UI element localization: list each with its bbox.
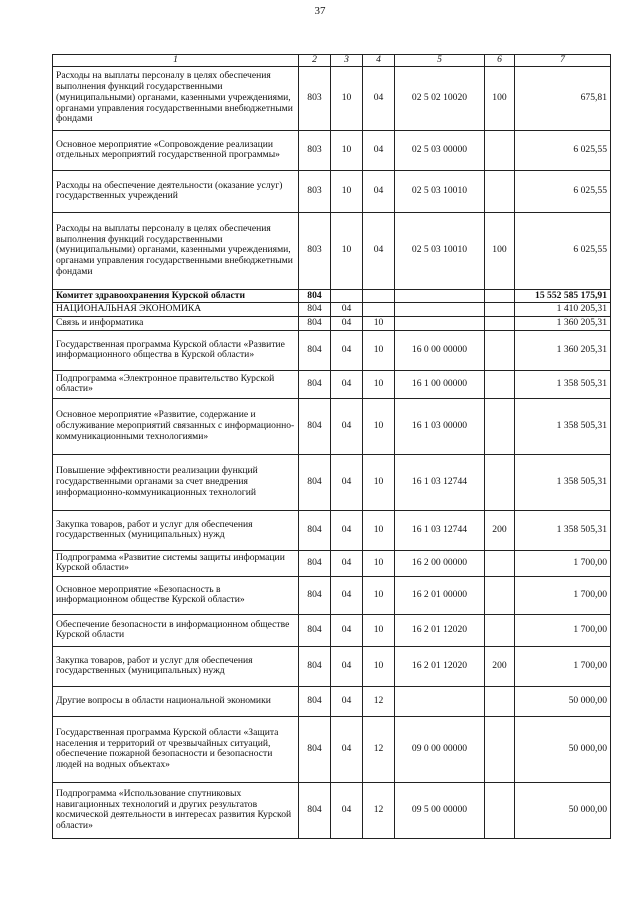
row-sum: 1 700,00 bbox=[515, 614, 611, 646]
row-vr bbox=[485, 370, 515, 398]
table-row bbox=[53, 212, 611, 289]
row-csr: 16 2 01 12020 bbox=[395, 614, 485, 646]
row-gr: 804 bbox=[299, 370, 331, 398]
row-name: Закупка товаров, работ и услуг для обеспечения государственных (муниципальных) нужд bbox=[53, 510, 299, 550]
row-vr bbox=[485, 130, 515, 170]
row-vr: 100 bbox=[485, 212, 515, 289]
row-rz: 04 bbox=[331, 510, 363, 550]
col-header-rz: 3 bbox=[331, 55, 363, 67]
row-csr: 16 2 01 12020 bbox=[395, 646, 485, 686]
row-pr: 10 bbox=[363, 510, 395, 550]
row-pr: 10 bbox=[363, 646, 395, 686]
row-pr: 12 bbox=[363, 686, 395, 716]
row-sum: 1 360 205,31 bbox=[515, 330, 611, 370]
row-name: Подпрограмма «Электронное правительство Курской области» bbox=[53, 370, 299, 398]
row-name: Расходы на выплаты персоналу в целях обеспечения выполнения функций государственными (муниципальными) органами, казенными учреждениями, органами управления государственными внебюджетными фондами bbox=[53, 212, 299, 289]
row-pr: 10 bbox=[363, 317, 395, 331]
col-header-sum: 7 bbox=[515, 55, 611, 67]
header-row bbox=[53, 55, 611, 67]
row-pr: 04 bbox=[363, 66, 395, 130]
row-sum: 50 000,00 bbox=[515, 782, 611, 838]
row-gr: 804 bbox=[299, 782, 331, 838]
row-vr bbox=[485, 550, 515, 576]
row-csr: 09 0 00 00000 bbox=[395, 716, 485, 782]
row-csr bbox=[395, 303, 485, 317]
row-gr: 804 bbox=[299, 330, 331, 370]
row-sum: 675,81 bbox=[515, 66, 611, 130]
row-vr bbox=[485, 330, 515, 370]
row-csr: 02 5 03 10010 bbox=[395, 170, 485, 212]
row-rz: 04 bbox=[331, 303, 363, 317]
table-row bbox=[53, 370, 611, 398]
row-name: Комитет здравоохранения Курской области bbox=[53, 289, 299, 303]
row-name: Закупка товаров, работ и услуг для обеспечения государственных (муниципальных) нужд bbox=[53, 646, 299, 686]
row-vr: 200 bbox=[485, 646, 515, 686]
row-gr: 804 bbox=[299, 716, 331, 782]
row-sum: 1 360 205,31 bbox=[515, 317, 611, 331]
row-vr bbox=[485, 303, 515, 317]
row-gr: 804 bbox=[299, 454, 331, 510]
row-rz: 04 bbox=[331, 686, 363, 716]
row-sum: 50 000,00 bbox=[515, 686, 611, 716]
table-row bbox=[53, 317, 611, 331]
row-gr: 804 bbox=[299, 510, 331, 550]
row-gr: 804 bbox=[299, 303, 331, 317]
row-pr: 10 bbox=[363, 370, 395, 398]
row-vr bbox=[485, 170, 515, 212]
row-sum: 1 358 505,31 bbox=[515, 454, 611, 510]
row-pr bbox=[363, 303, 395, 317]
row-gr: 803 bbox=[299, 66, 331, 130]
row-name: Связь и информатика bbox=[53, 317, 299, 331]
table-row bbox=[53, 614, 611, 646]
row-csr: 16 2 00 00000 bbox=[395, 550, 485, 576]
row-csr: 16 1 03 00000 bbox=[395, 398, 485, 454]
row-gr: 804 bbox=[299, 550, 331, 576]
row-csr: 02 5 03 00000 bbox=[395, 130, 485, 170]
row-sum: 1 358 505,31 bbox=[515, 370, 611, 398]
row-name: Другие вопросы в области национальной экономики bbox=[53, 686, 299, 716]
row-pr: 10 bbox=[363, 454, 395, 510]
row-csr: 16 0 00 00000 bbox=[395, 330, 485, 370]
row-sum: 1 700,00 bbox=[515, 550, 611, 576]
col-header-name: 1 bbox=[53, 55, 299, 67]
row-vr bbox=[485, 398, 515, 454]
budget-table bbox=[52, 54, 611, 839]
row-csr bbox=[395, 317, 485, 331]
row-vr bbox=[485, 614, 515, 646]
row-sum: 15 552 585 175,91 bbox=[515, 289, 611, 303]
row-pr bbox=[363, 289, 395, 303]
row-pr: 10 bbox=[363, 550, 395, 576]
row-rz: 04 bbox=[331, 646, 363, 686]
row-sum: 6 025,55 bbox=[515, 212, 611, 289]
row-sum: 1 410 205,31 bbox=[515, 303, 611, 317]
row-sum: 1 358 505,31 bbox=[515, 510, 611, 550]
row-pr: 12 bbox=[363, 782, 395, 838]
table-row bbox=[53, 550, 611, 576]
row-rz: 04 bbox=[331, 317, 363, 331]
row-gr: 804 bbox=[299, 576, 331, 614]
row-csr: 16 1 03 12744 bbox=[395, 454, 485, 510]
row-gr: 804 bbox=[299, 398, 331, 454]
row-rz: 04 bbox=[331, 550, 363, 576]
table-row bbox=[53, 170, 611, 212]
row-pr: 04 bbox=[363, 212, 395, 289]
col-header-csr: 5 bbox=[395, 55, 485, 67]
row-csr: 02 5 02 10020 bbox=[395, 66, 485, 130]
row-name: Основное мероприятие «Сопровождение реализации отдельных мероприятий государственной программы» bbox=[53, 130, 299, 170]
row-gr: 804 bbox=[299, 686, 331, 716]
row-name: Подпрограмма «Использование спутниковых навигационных технологий и других результатов космической деятельности в интересах развития Курской области» bbox=[53, 782, 299, 838]
row-vr: 100 bbox=[485, 66, 515, 130]
col-header-vr: 6 bbox=[485, 55, 515, 67]
row-gr: 803 bbox=[299, 130, 331, 170]
row-name: Основное мероприятие «Безопасность в информационном обществе Курской области» bbox=[53, 576, 299, 614]
page-number: 37 bbox=[314, 5, 326, 17]
table-row bbox=[53, 716, 611, 782]
row-pr: 10 bbox=[363, 576, 395, 614]
row-rz: 04 bbox=[331, 614, 363, 646]
row-gr: 804 bbox=[299, 317, 331, 331]
row-pr: 10 bbox=[363, 398, 395, 454]
row-gr: 804 bbox=[299, 646, 331, 686]
col-header-pr: 4 bbox=[363, 55, 395, 67]
row-name: НАЦИОНАЛЬНАЯ ЭКОНОМИКА bbox=[53, 303, 299, 317]
row-rz: 04 bbox=[331, 576, 363, 614]
row-rz: 04 bbox=[331, 782, 363, 838]
row-rz: 10 bbox=[331, 170, 363, 212]
table-row-committee bbox=[53, 289, 611, 303]
row-csr: 02 5 03 10010 bbox=[395, 212, 485, 289]
row-name: Повышение эффективности реализации функций государственными органами за счет внедрения информационно-коммуникационных технологий bbox=[53, 454, 299, 510]
row-rz: 04 bbox=[331, 716, 363, 782]
row-csr: 16 1 03 12744 bbox=[395, 510, 485, 550]
row-rz: 10 bbox=[331, 212, 363, 289]
row-vr bbox=[485, 576, 515, 614]
row-name: Обеспечение безопасности в информационном обществе Курской области bbox=[53, 614, 299, 646]
row-pr: 12 bbox=[363, 716, 395, 782]
row-csr: 09 5 00 00000 bbox=[395, 782, 485, 838]
row-pr: 10 bbox=[363, 330, 395, 370]
row-csr: 16 2 01 00000 bbox=[395, 576, 485, 614]
row-rz: 10 bbox=[331, 66, 363, 130]
row-sum: 1 700,00 bbox=[515, 646, 611, 686]
row-vr bbox=[485, 782, 515, 838]
row-gr: 804 bbox=[299, 289, 331, 303]
row-csr bbox=[395, 289, 485, 303]
row-sum: 50 000,00 bbox=[515, 716, 611, 782]
row-rz: 04 bbox=[331, 330, 363, 370]
row-name: Государственная программа Курской области «Защита населения и территорий от чрезвычайных ситуаций, обеспечение пожарной безопасности и безопасности людей на водных объектах» bbox=[53, 716, 299, 782]
table-row bbox=[53, 576, 611, 614]
row-name: Подпрограмма «Развитие системы защиты информации Курской области» bbox=[53, 550, 299, 576]
table-row bbox=[53, 303, 611, 317]
table-row bbox=[53, 782, 611, 838]
row-rz: 10 bbox=[331, 130, 363, 170]
row-csr bbox=[395, 686, 485, 716]
row-sum: 1 700,00 bbox=[515, 576, 611, 614]
row-gr: 803 bbox=[299, 212, 331, 289]
table-row bbox=[53, 398, 611, 454]
row-rz: 04 bbox=[331, 398, 363, 454]
table-row bbox=[53, 330, 611, 370]
row-vr bbox=[485, 289, 515, 303]
table-row bbox=[53, 454, 611, 510]
row-rz: 04 bbox=[331, 454, 363, 510]
row-csr: 16 1 00 00000 bbox=[395, 370, 485, 398]
row-gr: 803 bbox=[299, 170, 331, 212]
row-sum: 6 025,55 bbox=[515, 130, 611, 170]
row-vr bbox=[485, 686, 515, 716]
table-row bbox=[53, 130, 611, 170]
row-pr: 04 bbox=[363, 170, 395, 212]
table-row bbox=[53, 66, 611, 130]
row-pr: 10 bbox=[363, 614, 395, 646]
row-vr bbox=[485, 454, 515, 510]
row-pr: 04 bbox=[363, 130, 395, 170]
row-vr bbox=[485, 716, 515, 782]
row-name: Расходы на обеспечение деятельности (оказание услуг) государственных учреждений bbox=[53, 170, 299, 212]
col-header-gr: 2 bbox=[299, 55, 331, 67]
row-gr: 804 bbox=[299, 614, 331, 646]
row-name: Основное мероприятие «Развитие, содержание и обслуживание мероприятий связанных с информационно-коммуникационными технологиями» bbox=[53, 398, 299, 454]
row-rz bbox=[331, 289, 363, 303]
row-sum: 6 025,55 bbox=[515, 170, 611, 212]
table-row bbox=[53, 646, 611, 686]
table-row bbox=[53, 686, 611, 716]
table-row bbox=[53, 510, 611, 550]
row-name: Государственная программа Курской области «Развитие информационного общества в Курской области» bbox=[53, 330, 299, 370]
row-rz: 04 bbox=[331, 370, 363, 398]
row-vr: 200 bbox=[485, 510, 515, 550]
row-sum: 1 358 505,31 bbox=[515, 398, 611, 454]
row-vr bbox=[485, 317, 515, 331]
row-name: Расходы на выплаты персоналу в целях обеспечения выполнения функций государственными (муниципальными) органами, казенными учреждениями, органами управления государственными внебюджетными фондами bbox=[53, 66, 299, 130]
